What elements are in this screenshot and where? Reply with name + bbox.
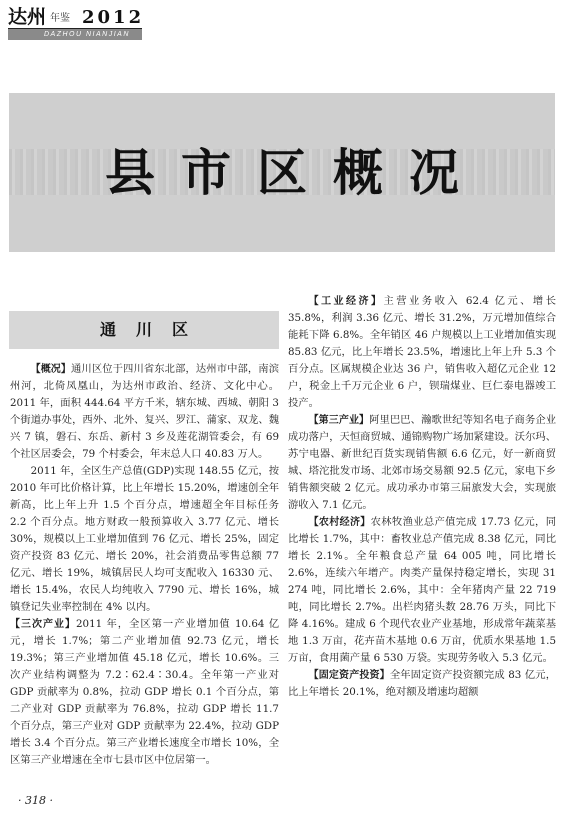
chapter-banner xyxy=(9,93,555,252)
header-year: 2012 xyxy=(82,7,145,28)
page-number: · 318 · xyxy=(18,794,53,807)
paragraph-gdp xyxy=(10,463,279,616)
tag-industrial: 【工业经济】 xyxy=(308,296,384,307)
text-three-industries: 2011 年，全区第一产业增加值 10.64 亿元，增长 1.7%；第二产业增加值 92.73 亿元，增长 19.3%；第三产业增加值 45.18 亿元，增长 10.6%。三次产业结构调整为 7.2∶62.4∶30.4。全年第一产业对 GDP 贡献率为 0.8%，拉动 GDP 增长 0.1 个百分点，第二产业对 GDP 贡献率为 76.8%，拉动 GDP 增长 11.7 个百分点，第三产业对 GDP 贡献率为 22.4%，拉动 GDP 增长 3.4 个百分点。第三产业增长速度全市增长 10%，全区第三产业增速在全市七县市区中位居第一。 xyxy=(10,618,279,766)
chapter-title: 县市区概况 xyxy=(105,143,485,202)
paragraph-overview xyxy=(10,361,279,463)
tag-three-industries: 【三次产业】 xyxy=(10,619,76,630)
text-overview: 通川区位于四川省东北部，达州市中部，南滨州河，北倚凤凰山，为达州市政治、经济、文化中心。2011 年，面积 444.64 平方千米，辖东城、西城、朝阳 3 个街道办事处，西外、北外、复兴、罗江、蒲家、双龙、魏兴 7 镇，磐石、东岳、新村 3 乡及莲花湖管委会，有 69 个社区居委会，79 个村委会，年末总人口 40.83 万人。 xyxy=(10,363,280,460)
paragraph-tertiary xyxy=(288,412,556,514)
tag-fixed-assets: 【固定资产投资】 xyxy=(308,670,390,681)
header-yearbook-label: 年鉴 xyxy=(50,13,70,24)
right-column xyxy=(288,293,556,701)
paragraph-industrial xyxy=(288,293,556,412)
paragraph-agriculture xyxy=(288,514,556,667)
section-heading-bar xyxy=(9,311,279,349)
section-title: 通川区 xyxy=(99,320,208,339)
tag-agriculture: 【农村经济】 xyxy=(308,517,371,528)
tag-tertiary: 【第三产业】 xyxy=(308,415,370,426)
header-city: 达州 xyxy=(8,6,47,28)
tag-overview: 【概况】 xyxy=(30,364,72,375)
header-subtitle: DAZHOU NIANJIAN xyxy=(44,31,130,38)
text-agriculture: 农林牧渔业总产值完成 17.73 亿元，同比增长 1.7%，其中：畜牧业总产值完成 8.38 亿元，同比增长 2.1%。全年粮食总产量 64 005 吨，同比增长 2.6%，连续六年增产。肉类产量保持稳定增长，实现 31 274 吨，同比增长 2.6%，其中：全年猪肉产量 22 719 吨，同比增长 2.7%。出栏肉猪头数 28.76 万头，同比下降 4.16%。建成 6 个现代农业产业基地，形成常年蔬菜基地 1.3 万亩，花卉苗木基地 0.6 万亩，优质水果基地 1.5 万亩，食用菌产量 6 530 万袋。实现劳务收入 5.3 亿元。 xyxy=(288,516,556,664)
left-column xyxy=(10,361,279,769)
text-industrial: 主营业务收入 62.4 亿元、增长 35.8%，利润 3.36 亿元、增长 31.2%，万元增加值综合能耗下降 6.8%。全年销区 46 户规模以上工业增加值实现 85.83 亿元，比上年增长 23.5%，增速比上年上升 5.3 个百分点。区属规模企业达 36 户，销售收入超亿元企业 12 户，税金上千万元企业 6 户，钡瑞煤业、巨仁泰电器竣工投产。 xyxy=(288,295,556,409)
text-gdp: 2011 年，全区生产总值(GDP)实现 148.55 亿元，按 2010 年可比价格计算，比上年增长 15.20%，增速创全年新高，比上年上升 1.5 个百分点，增速超全年目标任务 2.2 个百分点。地方财政一般预算收入 3.77 亿元、增长 30%，规模以上工业增加值到 76 亿元、增长 25%，固定资产投资 83 亿元、增长 20%，社会消费品零售总额 77 亿元、增长 19%，城镇居民人均可支配收入 16330 元、增长 15.4%，农民人均纯收入 7790 元、增长 16%，城镇登记失业率控制在 4% 以内。 xyxy=(10,465,279,613)
header-title-row xyxy=(8,6,145,29)
paragraph-three-industries xyxy=(10,616,279,769)
text-fixed-assets: 全年固定资产投资额完成 83 亿元，比上年增长 20.1%，绝对额及增速均超额 xyxy=(288,669,556,698)
header-subtitle-band xyxy=(8,29,142,40)
yearbook-header xyxy=(8,6,145,40)
text-tertiary: 阿里巴巴、瀚歌世纪等知名电子商务企业成功落户，天恒商贸城、通锦购物广场加紧建设。沃尔玛、苏宁电器、新世纪百货实现销售额 6.6 亿元，好一新商贸城、塔沱批发市场、北郊市场交易额 92.5 亿元，家电下乡销售额突破 2 亿元。成功承办市第三届旅发大会，实现旅游收入 7.1 亿元。 xyxy=(288,414,557,511)
paragraph-fixed-assets xyxy=(288,667,556,701)
